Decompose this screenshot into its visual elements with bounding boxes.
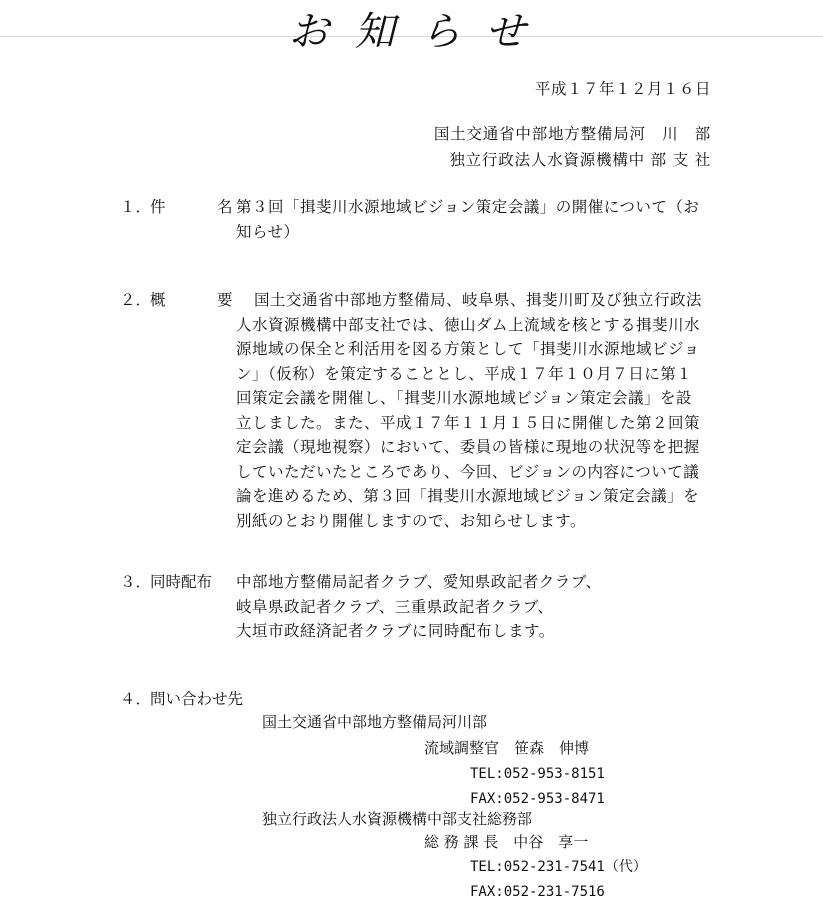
section-2-line: ン」（仮称）を策定することとし、平成１７年１０月７日に第１ (236, 364, 693, 383)
section-4-label: 問い合わせ先 (150, 690, 244, 708)
section-1-label: 件 名 (150, 198, 251, 216)
contact-1-person: 流域調整官 笹森 伸博 (424, 739, 590, 757)
contact-1-fax: FAX:052-953-8471 (470, 791, 605, 807)
section-3-number: ３． (120, 573, 152, 591)
contact-1-org: 国土交通省中部地方整備局河川部 (262, 713, 488, 731)
issuer-1: 国土交通省中部地方整備局河 川 部 (433, 125, 711, 143)
section-2-line: 別紙のとおり開催しますので、お知らせします。 (236, 511, 586, 530)
section-2-line: 定会議（現地視察）において、委員の皆様に現地の状況等を把握 (236, 438, 700, 456)
contact-2-fax: FAX:052-231-7516 (470, 884, 605, 900)
section-2-line: していただいたところであり、今回、ビジョンの内容について議 (236, 462, 700, 481)
section-2-line: 立しました。また、平成１７年１１月１５日に開催した第２回策 (236, 413, 701, 432)
section-3-body (236, 570, 716, 644)
contact-2-person: 総 務 課 長 中谷 享一 (424, 833, 589, 851)
issue-date: 平成１７年１２月１６日 (534, 80, 711, 98)
section-3-label: 同時配布 (150, 573, 213, 591)
section-2-label: 概 要 (150, 291, 251, 309)
issuer-2: 独立行政法人水資源機構中 部 支 社 (449, 151, 711, 169)
section-2-line: 源地域の保全と利活用を図る方策として「揖斐川水源地域ビジョ (236, 340, 700, 358)
section-2-line: 論を進めるため、第３回「揖斐川水源地域ビジョン策定会議」を (236, 487, 700, 505)
section-3-line: 岐阜県政記者クラブ、三重県政記者クラブ、 (236, 597, 554, 616)
section-2-number: ２． (120, 291, 152, 309)
section-4-number: ４． (120, 690, 152, 708)
section-1-line: 第３回「揖斐川水源地域ビジョン策定会議」の開催について（お (236, 198, 700, 216)
contact-2-org: 独立行政法人水資源機構中部支社総務部 (262, 810, 533, 828)
section-1-line: 知らせ） (236, 222, 300, 241)
section-2-line: 国土交通省中部地方整備局、岐阜県、揖斐川町及び独立行政法 (254, 291, 703, 309)
page-title: お知らせ (288, 9, 552, 55)
contact-2-tel: TEL:052-231-7541（代） (470, 859, 647, 875)
section-3-line: 大垣市政経済記者クラブに同時配布します。 (236, 622, 555, 640)
section-3-line: 中部地方整備局記者クラブ、愛知県政記者クラブ、 (236, 573, 602, 591)
section-1-body (236, 195, 716, 244)
section-1-number: １． (120, 198, 152, 216)
section-2-line: 人水資源機構中部支社では、徳山ダム上流域を核とする揖斐川水 (236, 315, 701, 334)
section-2-line: 回策定会議を開催し、「揖斐川水源地域ビジョン策定会議」を設 (236, 389, 692, 407)
contact-1-tel: TEL:052-953-8151 (470, 766, 605, 782)
section-2-body (236, 288, 716, 533)
